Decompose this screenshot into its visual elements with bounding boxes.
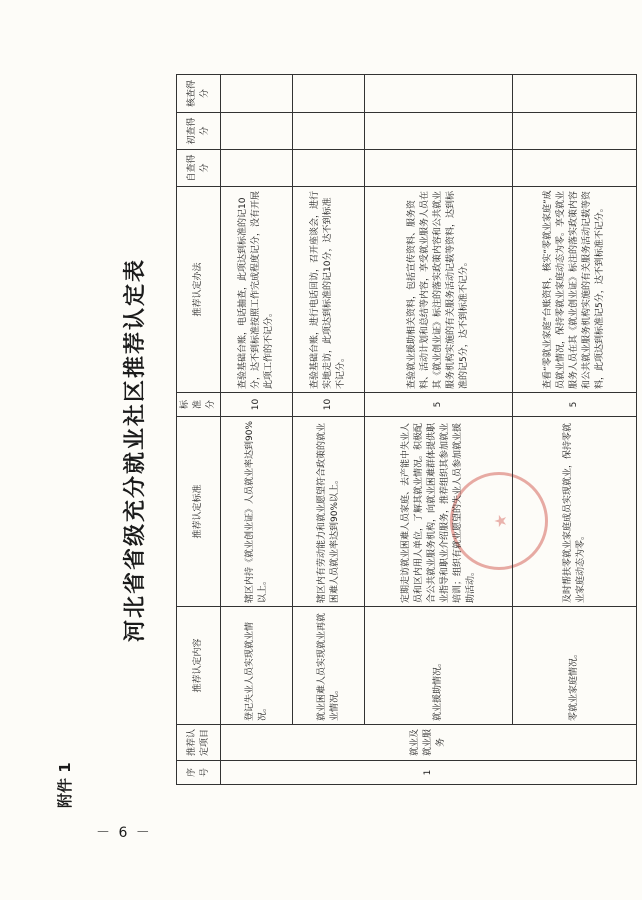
initial-score-cell (365, 113, 513, 150)
table-header-row (177, 75, 221, 785)
header-content: 推荐认定内容 (177, 607, 221, 725)
initial-score-cell (513, 113, 637, 150)
header-self-score: 自查得分 (177, 150, 221, 187)
annex-label: 附件 1 (56, 762, 74, 808)
standard-cell: 定期走访就业困难人员家庭、去产能中失业人员和区内用人单位，了解其就业情况。积极配合公共就业服务机构，向就业困难群体提供职业指导和职业介绍服务，推荐组织其参加就业培训；组织有就业愿望的失业人员参加就业援助活动。 (365, 417, 513, 607)
method-cell: 查验基础台账，进行电话回访，召开座谈会，进行实地走访，此项达到标准的记10分，达不到标准不记分。 (293, 187, 365, 393)
table-row (365, 75, 513, 785)
self-score-cell (513, 150, 637, 187)
header-score: 标准分 (177, 393, 221, 417)
check-score-cell (365, 75, 513, 113)
initial-score-cell (221, 113, 293, 150)
table-row (293, 75, 365, 785)
page-title: 河北省省级充分就业社区推荐认定表 (123, 258, 148, 643)
standard-cell: 及时帮扶零就业家庭成员实现就业，保持零就业家庭动态为零。 (513, 417, 637, 607)
standard-cell: 辖区内持《就业创业证》人员就业率达到90%以上。 (221, 417, 293, 607)
method-cell: 查验就业援助相关资料，包括宣传资料、服务资料、活动计划和总结等内容，享受就业服务人员在其《就业创业证》标注的落实政策内容和公共就业服务机构实施的有关服务活动记载等资料，达到标准的记5分，达不到标准不记分。 (365, 187, 513, 393)
header-standard: 推荐认定标准 (177, 417, 221, 607)
method-cell: 查看“零就业家庭”台账资料，核实“零就业家庭”成员就业情况，保持零就业家庭动态为零。享受就业服务人员在其《就业创业证》标注的落实政策内容和公共就业服务机构实施的有关服务活动记载等资料，此项达到标准记5分，达不到标准不记分。 (513, 187, 637, 393)
table-row (513, 75, 637, 785)
check-score-cell (293, 75, 365, 113)
content-cell: 零就业家庭情况。 (513, 607, 637, 725)
standard-cell: 辖区内有劳动能力和就业愿望符合政策的就业困难人员就业率达到90%以上。 (293, 417, 365, 607)
seal-mark: ★ (491, 513, 510, 529)
content-cell: 登记失业人员实现就业情况。 (221, 607, 293, 725)
check-score-cell (221, 75, 293, 113)
header-initial-score: 初查得分 (177, 113, 221, 150)
page-number: － 6 － (96, 825, 152, 841)
score-cell: 5 (513, 393, 637, 417)
header-check-score: 核查得分 (177, 75, 221, 113)
initial-score-cell (293, 113, 365, 150)
header-method: 推荐认定办法 (177, 187, 221, 393)
table-row (221, 75, 293, 785)
self-score-cell (221, 150, 293, 187)
item-cell: 就业及就业服务 (221, 725, 637, 761)
check-score-cell (513, 75, 637, 113)
score-cell: 5 (365, 393, 513, 417)
seq-cell: 1 (221, 761, 637, 785)
self-score-cell (365, 150, 513, 187)
header-seq: 序号 (177, 761, 221, 785)
content-cell: 就业困难人员实现就业再就业情况。 (293, 607, 365, 725)
content-cell: 就业援助情况。 (365, 607, 513, 725)
method-cell: 查验基础台账，电话抽查，此项达到标准的记10分，达不到标准按照工作完成程度记分，没有开展此项工作的不记分。 (221, 187, 293, 393)
header-item: 推荐认定项目 (177, 725, 221, 761)
score-cell: 10 (293, 393, 365, 417)
recommendation-table (176, 74, 637, 785)
self-score-cell (293, 150, 365, 187)
score-cell: 10 (221, 393, 293, 417)
